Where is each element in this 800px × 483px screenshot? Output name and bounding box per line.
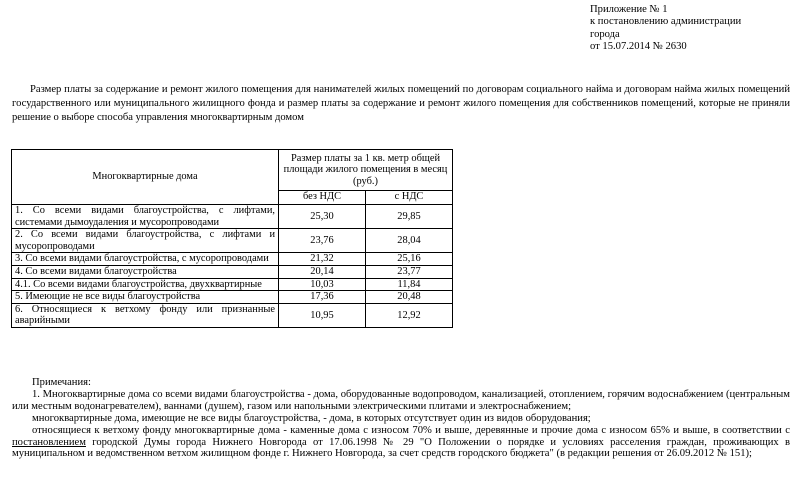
row-vat: 25,16 [366,253,453,266]
col-vat-header: с НДС [366,191,453,205]
appendix-title: Приложение № 1 [590,4,668,15]
row-no-vat: 25,30 [279,205,366,229]
table-row [12,229,453,253]
appendix-header [590,4,795,54]
row-name: 1. Со всеми видами благоустройства, с лифтами, системами дымоудаления и мусоропроводами [12,205,279,229]
row-no-vat: 10,03 [279,278,366,291]
row-no-vat: 10,95 [279,303,366,327]
table-row [12,303,453,327]
table-row [12,291,453,304]
table-row [12,253,453,266]
row-name: 6. Относящиеся к ветхому фонду или признанные аварийными [12,303,279,327]
col-no-vat-header: без НДС [279,191,366,205]
row-no-vat: 17,36 [279,291,366,304]
intro-paragraph: Размер платы за содержание и ремонт жилого помещения для нанимателей жилых помещений по договорам социального найма и договорам найма жилых помещений государственного или муниципального жилищного фонда и размер платы за содержание и ремонт жилого помещения для собственников помещений, которые не приняли решение о выборе способа управления многоквартирным домом [12,84,790,123]
row-name: 4. Со всеми видами благоустройства [12,265,279,278]
resolution-link[interactable]: постановлением [12,436,86,448]
row-no-vat: 20,14 [279,265,366,278]
row-vat: 12,92 [366,303,453,327]
row-name: 3. Со всеми видами благоустройства, с мусоропроводами [12,253,279,266]
notes-section [12,377,790,460]
row-vat: 23,77 [366,265,453,278]
note-3-end: городской Думы города Нижнего Новгорода от 17.06.1998 № 29 "О Положении о порядке и условиях расселения граждан, проживающих в муниципальном и ведомственном ветхом жилищном фонде г. Нижнего Новгорода, за счет средств городского бюджета" (в редакции решения от 26.09.2012 № 151); [12,436,790,460]
notes-title: Примечания: [32,377,91,388]
table-row [12,205,453,229]
table-row [12,278,453,291]
note-paragraph-2: многоквартирные дома, имеющие не все виды благоустройства, - дома, в которых отсутствует один из видов оборудования; [32,412,591,424]
row-vat: 28,04 [366,229,453,253]
row-no-vat: 23,76 [279,229,366,253]
note-paragraph-1: 1. Многоквартирные дома со всеми видами благоустройства - дома, оборудованные водопроводом, канализацией, отоплением, горячим водоснабжением (центральным или местным водонагревателем), ваннами (душем), газом или напольными электрическими плитами и электроснабжением; [12,388,790,412]
row-name: 4.1. Со всеми видами благоустройства, двухквартирные [12,278,279,291]
note-3-start: относящиеся к ветхому фонду многоквартирные дома - каменные дома с износом 70% и выше, деревянные и прочие дома с износом 65% и выше, в соответствии с [32,424,790,436]
appendix-date-number: от 15.07.2014 № 2630 [590,41,687,53]
appendix-ref-city: города [590,28,620,40]
row-name: 2. Со всеми видами благоустройства, с лифтами и мусоропроводами [12,229,279,253]
col-fee-header: Размер платы за 1 кв. метр общей площади жилого помещения в месяц (руб.) [279,150,453,191]
appendix-ref: к постановлению администрации [590,16,742,28]
row-no-vat: 21,32 [279,253,366,266]
row-vat: 11,84 [366,278,453,291]
rates-table [11,149,453,328]
row-vat: 20,48 [366,291,453,304]
row-vat: 29,85 [366,205,453,229]
note-paragraph-3 [12,425,790,461]
row-name: 5. Имеющие не все виды благоустройства [12,291,279,304]
col-houses-header: Многоквартирные дома [12,150,279,205]
table-row [12,265,453,278]
